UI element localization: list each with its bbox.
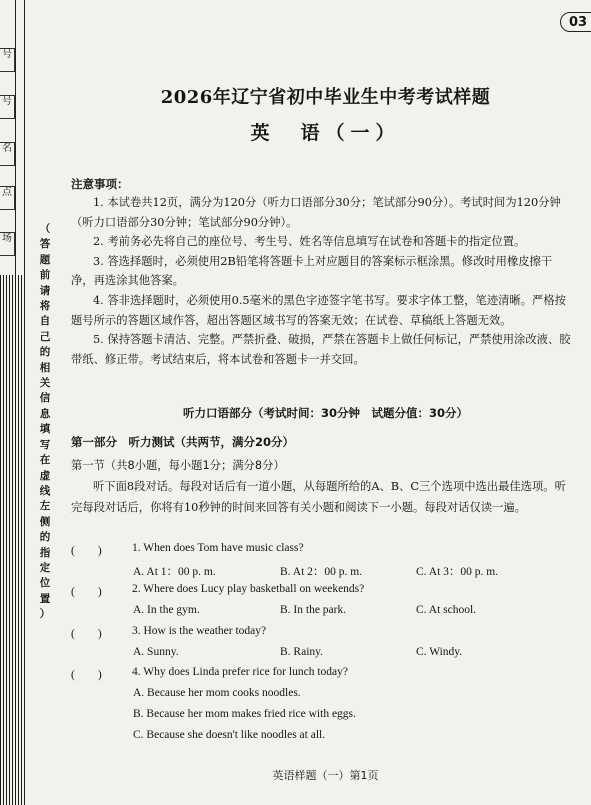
- binding-note-char: 息: [39, 407, 51, 420]
- question-stem: 4. Why does Linda prefer rice for lunch today?: [132, 666, 348, 678]
- notice-list: [71, 193, 571, 369]
- binding-label-text: 点: [2, 187, 12, 198]
- binding-note-char: 请: [39, 284, 51, 297]
- notice-item: 1. 本试卷共12页，满分为120分（听力口语部分30分；笔试部分90分）。考试时间为120分钟（听力口语部分30分钟；笔试部分90分钟）。: [71, 196, 561, 229]
- binding-note-char: 虚: [39, 469, 51, 482]
- binding-note-char: 线: [39, 484, 51, 497]
- binding-note-char: ）: [39, 608, 51, 621]
- option: A. Sunny.: [133, 646, 179, 658]
- binding-note-char: 关: [39, 377, 51, 390]
- option: A. Because her mom cooks noodles.: [133, 687, 301, 699]
- binding-label-text: 场: [2, 233, 12, 244]
- binding-note-char: 写: [39, 438, 51, 451]
- binding-note-char: 题: [39, 253, 51, 266]
- binding-note-char: 填: [39, 423, 51, 436]
- exam-title: 2026年辽宁省初中毕业生中考考试样题: [160, 87, 491, 108]
- question-stem: 2. Where does Lucy play basketball on weekends?: [132, 583, 365, 595]
- instruction: [71, 476, 571, 518]
- binding-note-char: 相: [39, 361, 51, 374]
- exam-subtitle: 英 语（一）: [250, 122, 401, 144]
- binding-note-char: 在: [39, 454, 51, 467]
- binding-note-char: 指: [39, 546, 51, 559]
- binding-note-char: 前: [39, 269, 51, 282]
- binding-label-text: 号: [2, 96, 12, 107]
- binding-note-char: 信: [39, 392, 51, 405]
- option: B. At 2：00 p. m.: [280, 566, 363, 578]
- binding-note-char: （: [39, 223, 51, 235]
- option: C. At 3：00 p. m.: [416, 566, 499, 578]
- binding-note-char: 的: [39, 531, 51, 544]
- binding-label-room: [0, 232, 15, 256]
- notice-heading: 注意事项：: [71, 177, 129, 191]
- option: B. In the park.: [280, 604, 347, 616]
- option: A. At 1：00 p. m.: [133, 566, 216, 578]
- binding-note-char: 将: [39, 300, 51, 313]
- binding-stripes: [0, 275, 24, 805]
- answer-blank[interactable]: ( ): [71, 628, 102, 640]
- answer-blank[interactable]: ( ): [71, 545, 102, 557]
- binding-note-char: 的: [39, 346, 51, 359]
- option: B. Rainy.: [280, 646, 324, 658]
- notice-item: 3. 答选择题时，必须使用2B铅笔将答题卡上对应题目的答案标示框涂黑。修改时用橡皮擦干净，再选涂其他答案。: [71, 254, 553, 288]
- binding-note-char: 答: [39, 238, 51, 251]
- notice-item: 4. 答非选择题时，必须使用0.5毫米的黑色字迹签字笔书写。要求字体工整，笔迹清晰。严格按题号所示的答题区域作答，超出答题区域书写的答案无效；在试卷、草稿纸上答题无效。: [71, 293, 566, 327]
- option: C. Because she doesn't like noodles at all.: [133, 729, 326, 741]
- binding-label-text: 名: [2, 143, 12, 154]
- option: B. Because her mom makes fried rice with eggs.: [133, 708, 356, 720]
- answer-blank[interactable]: ( ): [71, 586, 102, 598]
- binding-label-text: 号: [2, 49, 12, 60]
- part-heading: 第一部分 听力测试（共两节，满分20分）: [71, 435, 295, 449]
- binding-note-char: 左: [39, 500, 51, 513]
- section1-heading: 第一节（共8小题，每小题1分；满分8分）: [71, 459, 285, 472]
- question-stem: 3. How is the weather today?: [132, 625, 267, 637]
- binding-note-char: 侧: [39, 515, 51, 528]
- binding-note-char: 己: [39, 330, 51, 343]
- binding-note-char: 自: [39, 315, 51, 328]
- notice-item: 5. 保持答题卡清洁、完整。严禁折叠、破损，严禁在答题卡上做任何标记，严禁使用涂改液、胶带纸、修正带。考试结束后，将本试卷和答题卡一并交回。: [71, 333, 571, 366]
- notice-item: 2. 考前务必先将自己的座位号、考生号、姓名等信息填写在试卷和答题卡的指定位置。: [93, 235, 526, 249]
- binding-label-site: [0, 186, 15, 210]
- binding-note-char: 定: [39, 561, 51, 574]
- binding-note: [38, 222, 52, 623]
- section-heading: 听力口语部分（考试时间：30分钟 试题分值：30分）: [182, 406, 468, 420]
- option: C. Windy.: [416, 646, 463, 658]
- binding-line: [24, 0, 25, 805]
- binding-label-candidate: [0, 95, 15, 119]
- binding-note-char: 置: [39, 592, 51, 605]
- binding-label-seat: [0, 48, 15, 72]
- page-badge: 03: [560, 12, 591, 32]
- question-stem: 1. When does Tom have music class?: [132, 542, 304, 554]
- answer-blank[interactable]: ( ): [71, 669, 102, 681]
- option: C. At school.: [416, 604, 477, 616]
- binding-label-name: [0, 142, 15, 166]
- page-footer: 英语样题（一）第1页: [272, 769, 379, 782]
- option: A. In the gym.: [133, 604, 200, 616]
- instruction-text: 听下面8段对话。每段对话后有一道小题，从每题所给的A、B、C三个选项中选出最佳选项。听完每段对话后，你将有10秒钟的时间来回答有关小题和阅读下一小题。每段对话仅读一遍。: [71, 480, 566, 514]
- binding-note-char: 位: [39, 577, 51, 590]
- binding-strip: [0, 0, 60, 805]
